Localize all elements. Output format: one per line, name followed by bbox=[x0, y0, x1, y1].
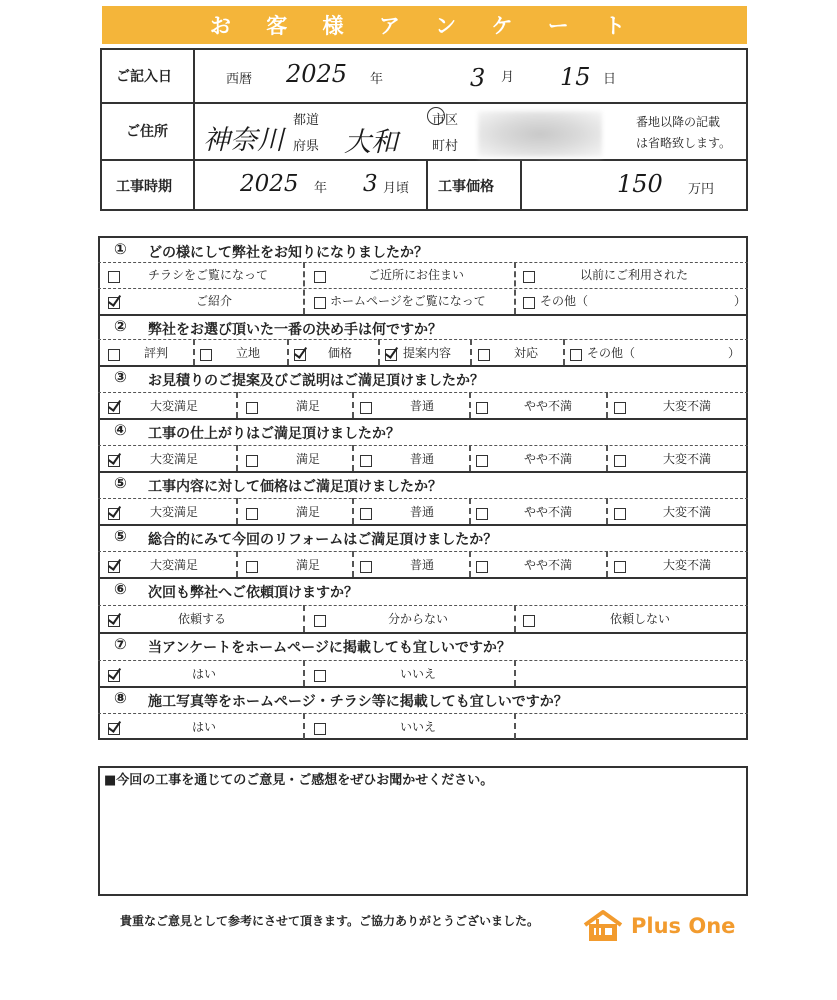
city-circle-mark bbox=[427, 107, 445, 125]
q1-checkbox-homepage[interactable] bbox=[314, 294, 326, 313]
address-label: ご住所 bbox=[126, 124, 168, 140]
pref-suffix-top: 都道 bbox=[293, 113, 320, 128]
q1-option-referral: ご紹介 bbox=[196, 294, 233, 308]
q4-option-satisfied: 満足 bbox=[296, 452, 321, 466]
logo-text: Plus One bbox=[631, 914, 736, 938]
q2-option-reputation: 評判 bbox=[144, 346, 169, 360]
q2-checkbox-location[interactable] bbox=[200, 346, 212, 365]
q2-option-other-close: ） bbox=[728, 346, 741, 360]
q4-checkbox-neutral[interactable] bbox=[360, 452, 372, 471]
q7-number: ⑦ bbox=[114, 635, 127, 653]
address-city[interactable]: 大和 bbox=[344, 127, 398, 158]
q5b-option-neutral: 普通 bbox=[410, 558, 435, 572]
q2-checkbox-service[interactable] bbox=[478, 346, 490, 365]
q2-checkbox-other[interactable] bbox=[570, 346, 582, 365]
q5-checkbox-satisfied[interactable] bbox=[246, 505, 258, 524]
pref-suffix-bottom: 府県 bbox=[293, 139, 320, 154]
q5b-checkbox-dissatisfied[interactable] bbox=[476, 558, 488, 577]
period-month[interactable]: 3 bbox=[363, 171, 378, 197]
q5b-checkbox-very-satisfied[interactable] bbox=[108, 558, 120, 577]
q3-option-satisfied: 満足 bbox=[296, 399, 321, 413]
q8-checkbox-no[interactable] bbox=[314, 720, 326, 739]
q8-number: ⑧ bbox=[114, 689, 127, 707]
city-suffix-bottom: 町村 bbox=[432, 139, 459, 154]
q3-option-very-satisfied: 大変満足 bbox=[150, 399, 199, 413]
address-note-1: 番地以降の記載 bbox=[636, 115, 721, 129]
date-year[interactable]: 2025 bbox=[286, 60, 348, 88]
address-note-2: は省略致します。 bbox=[636, 136, 732, 150]
q4-option-dissatisfied: やや不満 bbox=[524, 452, 573, 466]
q8-checkbox-yes[interactable] bbox=[108, 720, 120, 739]
q5-text: 工事内容に対して価格はご満足頂けましたか？ bbox=[148, 479, 442, 495]
q1-option-other: その他（ bbox=[540, 294, 589, 308]
q3-option-dissatisfied: やや不満 bbox=[524, 399, 573, 413]
q5b-option-very-dissatisfied: 大変不満 bbox=[663, 558, 712, 572]
q5b-number: ⑤ bbox=[114, 527, 127, 545]
q3-option-very-dissatisfied: 大変不満 bbox=[663, 399, 712, 413]
q4-checkbox-dissatisfied[interactable] bbox=[476, 452, 488, 471]
q4-option-very-satisfied: 大変満足 bbox=[150, 452, 199, 466]
q8-option-yes: はい bbox=[192, 720, 217, 734]
q3-checkbox-very-satisfied[interactable] bbox=[108, 399, 120, 418]
price-value[interactable]: 150 bbox=[617, 170, 663, 198]
q2-option-proposal: 提案内容 bbox=[403, 346, 452, 360]
q8-option-no: いいえ bbox=[400, 720, 437, 734]
q1-option-other-close: ） bbox=[734, 294, 747, 308]
q3-text: お見積りのご提案及びご説明はご満足頂けましたか？ bbox=[148, 373, 484, 389]
survey-title: お 客 様 ア ン ケ ー ト bbox=[102, 6, 747, 44]
q2-text: 弊社をお選び頂いた一番の決め手は何ですか？ bbox=[148, 322, 442, 338]
q3-checkbox-very-dissatisfied[interactable] bbox=[614, 399, 626, 418]
comments-label: ■今回の工事を通じてのご意見・ご感想をぜひお聞かせください。 bbox=[104, 773, 494, 788]
q1-checkbox-previous[interactable] bbox=[523, 268, 535, 287]
year-unit: 年 bbox=[370, 72, 384, 87]
q1-text: どの様にして弊社をお知りになりましたか？ bbox=[148, 245, 428, 261]
q5b-checkbox-neutral[interactable] bbox=[360, 558, 372, 577]
q2-number: ② bbox=[114, 317, 127, 335]
price-unit: 万円 bbox=[688, 182, 715, 197]
period-year[interactable]: 2025 bbox=[240, 171, 299, 197]
q8-text: 施工写真等をホームページ・チラシ等に掲載しても宜しいですか？ bbox=[148, 694, 568, 710]
q6-number: ⑥ bbox=[114, 580, 127, 598]
q2-checkbox-proposal[interactable] bbox=[385, 346, 397, 365]
address-prefecture[interactable]: 神奈川 bbox=[203, 125, 284, 156]
q6-option-unsure: 分からない bbox=[388, 612, 449, 626]
q1-checkbox-neighbor[interactable] bbox=[314, 268, 326, 287]
month-unit: 月 bbox=[501, 70, 515, 85]
q1-checkbox-referral[interactable] bbox=[108, 294, 120, 313]
q5-option-satisfied: 満足 bbox=[296, 505, 321, 519]
q5-checkbox-very-satisfied[interactable] bbox=[108, 505, 120, 524]
era-label: 西暦 bbox=[226, 72, 253, 87]
city-suffix-top: 市区 bbox=[432, 113, 459, 128]
q6-checkbox-yes[interactable] bbox=[108, 612, 120, 631]
q5b-checkbox-satisfied[interactable] bbox=[246, 558, 258, 577]
q4-option-neutral: 普通 bbox=[410, 452, 435, 466]
q2-option-location: 立地 bbox=[236, 346, 261, 360]
q1-option-neighbor: ご近所にお住まい bbox=[368, 268, 465, 282]
q1-checkbox-flyer[interactable] bbox=[108, 268, 120, 287]
q5-checkbox-neutral[interactable] bbox=[360, 505, 372, 524]
q7-option-yes: はい bbox=[192, 667, 217, 681]
q2-checkbox-reputation[interactable] bbox=[108, 346, 120, 365]
q5-option-dissatisfied: やや不満 bbox=[524, 505, 573, 519]
q4-checkbox-satisfied[interactable] bbox=[246, 452, 258, 471]
q3-option-neutral: 普通 bbox=[410, 399, 435, 413]
q5-option-very-dissatisfied: 大変不満 bbox=[663, 505, 712, 519]
q5-checkbox-very-dissatisfied[interactable] bbox=[614, 505, 626, 524]
q5-option-very-satisfied: 大変満足 bbox=[150, 505, 199, 519]
q3-checkbox-dissatisfied[interactable] bbox=[476, 399, 488, 418]
q1-number: ① bbox=[114, 240, 127, 258]
q5b-text: 総合的にみて今回のリフォームはご満足頂けましたか？ bbox=[148, 532, 498, 548]
period-label: 工事時期 bbox=[116, 179, 172, 195]
date-day[interactable]: 15 bbox=[560, 63, 591, 91]
q7-text: 当アンケートをホームページに掲載しても宜しいですか？ bbox=[148, 640, 511, 656]
period-month-unit: 月頃 bbox=[383, 181, 410, 196]
q7-checkbox-no[interactable] bbox=[314, 667, 326, 686]
q5-checkbox-dissatisfied[interactable] bbox=[476, 505, 488, 524]
q4-checkbox-very-dissatisfied[interactable] bbox=[614, 452, 626, 471]
q5-number: ⑤ bbox=[114, 474, 127, 492]
price-label: 工事価格 bbox=[438, 179, 494, 195]
redacted-address bbox=[478, 111, 602, 157]
q6-text: 次回も弊社へご依頼頂けますか？ bbox=[148, 585, 358, 601]
period-year-unit: 年 bbox=[314, 181, 328, 196]
q5b-option-dissatisfied: やや不満 bbox=[524, 558, 573, 572]
house-logo-icon bbox=[581, 909, 625, 943]
q6-option-no: 依頼しない bbox=[610, 612, 671, 626]
day-unit: 日 bbox=[603, 72, 617, 87]
q4-checkbox-very-satisfied[interactable] bbox=[108, 452, 120, 471]
q6-checkbox-no[interactable] bbox=[523, 612, 535, 631]
q4-text: 工事の仕上がりはご満足頂けましたか？ bbox=[148, 426, 400, 442]
q1-option-previous: 以前にご利用された bbox=[580, 268, 689, 282]
q1-option-flyer: チラシをご覧になって bbox=[148, 268, 269, 282]
q6-checkbox-unsure[interactable] bbox=[314, 612, 326, 631]
q3-checkbox-satisfied[interactable] bbox=[246, 399, 258, 418]
q6-option-yes: 依頼する bbox=[178, 612, 227, 626]
date-month[interactable]: 3 bbox=[470, 64, 486, 92]
q2-checkbox-price[interactable] bbox=[294, 346, 306, 365]
q4-option-very-dissatisfied: 大変不満 bbox=[663, 452, 712, 466]
q5-option-neutral: 普通 bbox=[410, 505, 435, 519]
q1-checkbox-other[interactable] bbox=[523, 294, 535, 313]
q5b-checkbox-very-dissatisfied[interactable] bbox=[614, 558, 626, 577]
footer-message: 貴重なご意見として参考にさせて頂きます。ご協力ありがとうございました。 bbox=[120, 914, 540, 928]
q5b-option-satisfied: 満足 bbox=[296, 558, 321, 572]
q3-number: ③ bbox=[114, 368, 127, 386]
q7-option-no: いいえ bbox=[400, 667, 437, 681]
q2-option-other: その他（ bbox=[587, 346, 636, 360]
q7-checkbox-yes[interactable] bbox=[108, 667, 120, 686]
date-label: ご記入日 bbox=[116, 69, 172, 85]
q1-option-homepage: ホームページをご覧になって bbox=[330, 294, 486, 308]
q3-checkbox-neutral[interactable] bbox=[360, 399, 372, 418]
q2-option-price: 価格 bbox=[328, 346, 353, 360]
company-logo bbox=[581, 909, 735, 943]
q2-option-service: 対応 bbox=[514, 346, 539, 360]
q4-number: ④ bbox=[114, 421, 127, 439]
q5b-option-very-satisfied: 大変満足 bbox=[150, 558, 199, 572]
